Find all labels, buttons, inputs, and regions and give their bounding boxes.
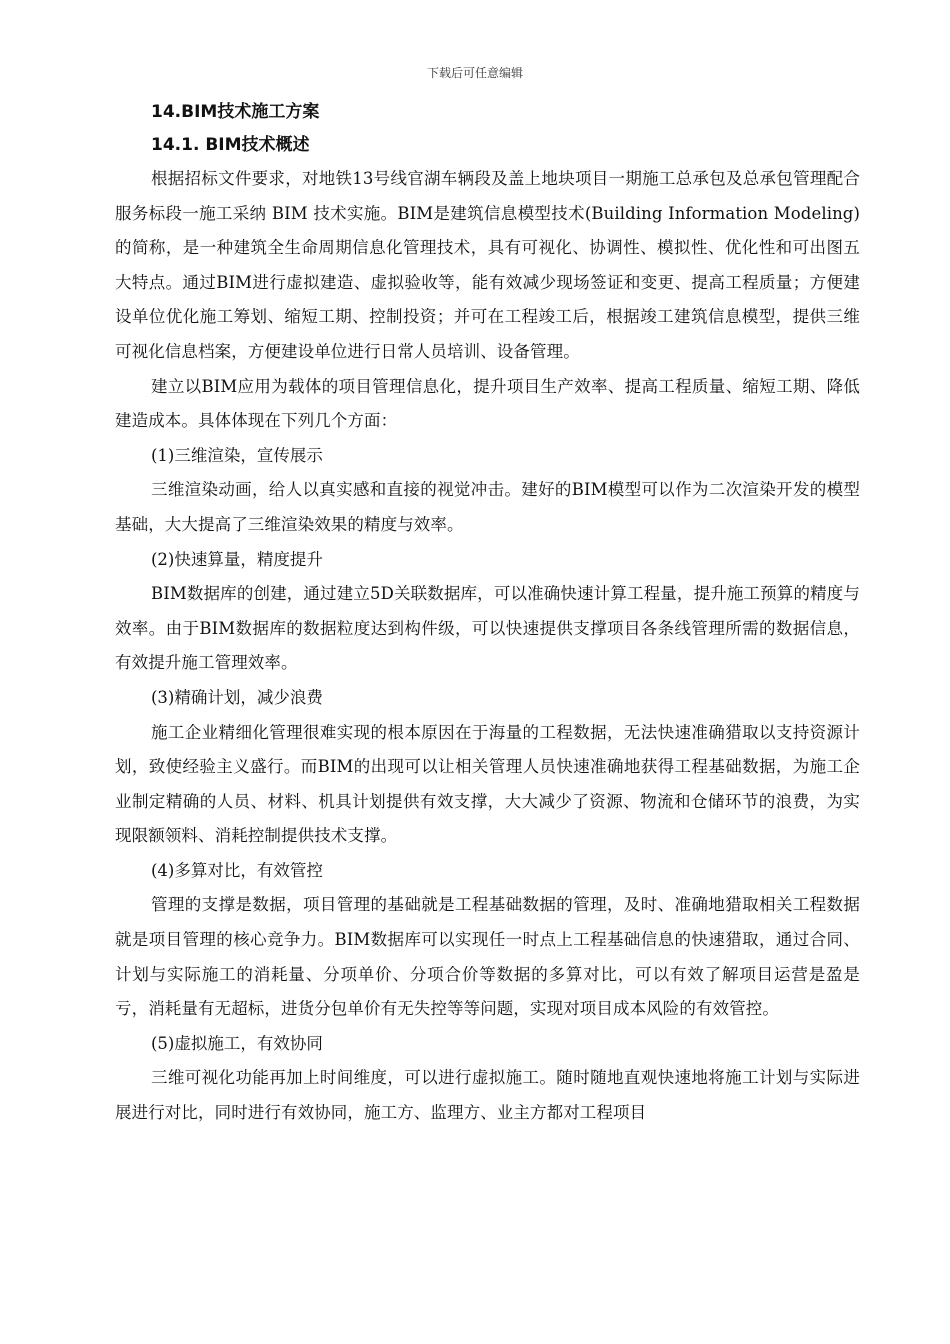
paragraph: 根据招标文件要求，对地铁13号线官湖车辆段及盖上地块项目一期施工总承包及总承包管理配合服务标段一施工采纳 BIM 技术实施。BIM是建筑信息模型技术(Building Information Modeling)的简称，是一种建筑全生命周期信息化管理技术，具有可视化、协调性、模拟性、优化性和可出图五大特点。通过BIM进行虚拟建造、虚拟验收等，能有效减少现场签证和变更、提高工程质量；方便建设单位优化施工筹划、缩短工期、控制投资；并可在工程竣工后，根据竣工建筑信息模型，提供三维可视化信息档案，方便建设单位进行日常人员培训、设备管理。 <box>115 169 860 361</box>
list-item-heading: (4)多算对比，有效管控 <box>151 860 323 880</box>
paragraph: BIM数据库的创建，通过建立5D关联数据库，可以准确快速计算工程量，提升施工预算的精度与效率。由于BIM数据库的数据粒度达到构件级，可以快速提供支撑项目各条线管理所需的数据信息，有效提升施工管理效率。 <box>115 584 860 673</box>
list-item-heading: (5)虚拟施工，有效协同 <box>151 1033 323 1053</box>
paragraph: 三维渲染动画，给人以真实感和直接的视觉冲击。建好的BIM模型可以作为二次渲染开发的模型基础，大大提高了三维渲染效果的精度与效率。 <box>115 480 860 534</box>
paragraph: 三维可视化功能再加上时间维度，可以进行虚拟施工。随时随地直观快速地将施工计划与实际进展进行对比，同时进行有效协同，施工方、监理方、业主方都对工程项目 <box>115 1068 860 1123</box>
document-body <box>115 96 860 1131</box>
list-item-heading: (3)精确计划，减少浪费 <box>151 687 323 707</box>
paragraph: 建立以BIM应用为载体的项目管理信息化，提升项目生产效率、提高工程质量、缩短工期、降低建造成本。具体体现在下列几个方面： <box>115 376 860 431</box>
list-item-heading: (2)快速算量，精度提升 <box>151 549 323 569</box>
paragraph: 管理的支撑是数据，项目管理的基础就是工程基础数据的管理，及时、准确地猎取相关工程数据就是项目管理的核心竞争力。BIM数据库可以实现任一时点上工程基础信息的快速猎取，通过合同、计划与实际施工的消耗量、分项单价、分项合价等数据的多算对比，可以有效了解项目运营是盈是亏，消耗量有无超标，进货分包单价有无失控等等问题，实现对项目成本风险的有效管控。 <box>115 895 860 1019</box>
subsection-title: 14.1. BIM技术概述 <box>151 135 310 155</box>
list-item-heading: (1)三维渲染，宣传展示 <box>151 445 323 465</box>
section-title: 14.BIM技术施工方案 <box>151 102 320 122</box>
paragraph: 施工企业精细化管理很难实现的根本原因在于海量的工程数据，无法快速准确猎取以支持资源计划，致使经验主义盛行。而BIM的出现可以让相关管理人员快速准确地获得工程基础数据，为施工企业制定精确的人员、材料、机具计划提供有效支撑，大大减少了资源、物流和仓储环节的浪费，为实现限额领料、消耗控制提供技术支撑。 <box>115 722 860 846</box>
page-header: 下载后可任意编辑 <box>426 66 523 80</box>
